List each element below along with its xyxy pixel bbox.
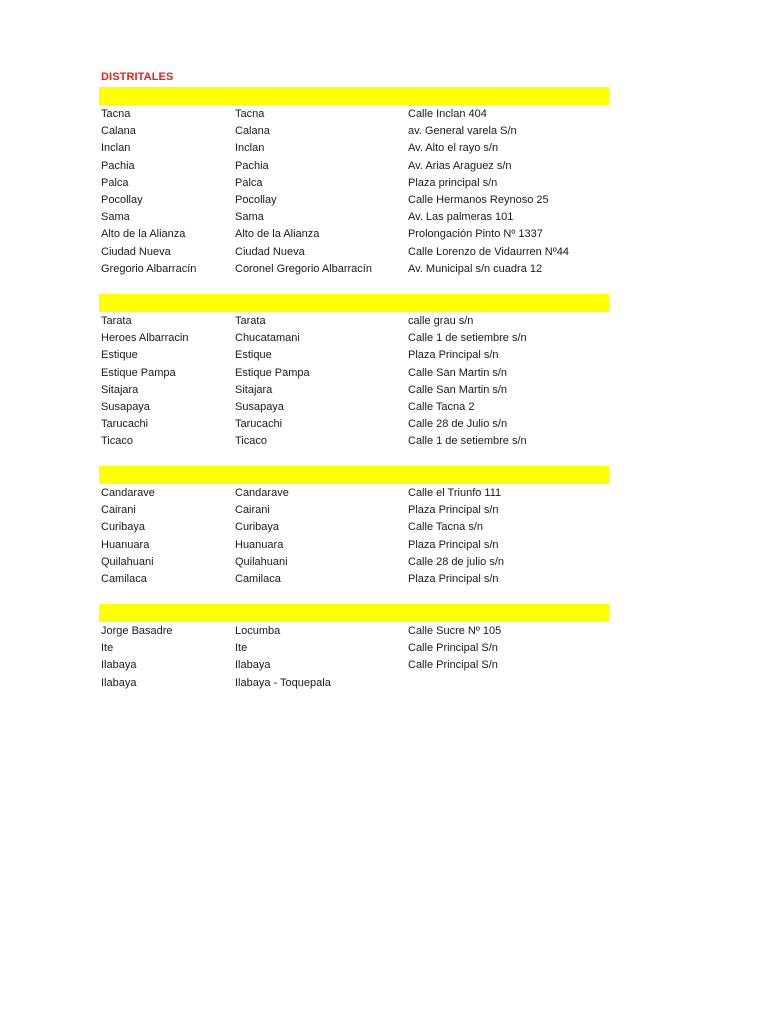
district-name: Tacna <box>101 108 131 120</box>
section-rows <box>99 485 609 588</box>
locality-name: Ilabaya <box>235 659 271 672</box>
district-name: Cairani <box>101 504 136 517</box>
document-title: DISTRITALES <box>101 71 174 83</box>
district-name: Huanuara <box>101 538 150 551</box>
table-row <box>99 485 609 502</box>
table-row <box>99 433 609 450</box>
locality-name: Susapaya <box>235 400 284 413</box>
address: av. General varela S/n <box>408 125 517 138</box>
district-name: Sama <box>101 211 130 224</box>
locality-name: Alto de la Alianza <box>235 228 320 241</box>
district-name: Camilaca <box>101 572 147 585</box>
table-row <box>99 554 609 571</box>
address: Plaza Principal s/n <box>408 349 499 362</box>
address: Calle 28 de Julio s/n <box>408 418 508 431</box>
district-name: Candarave <box>101 487 155 499</box>
district-name: Gregorio Albarracín <box>101 262 197 275</box>
address: Calle 28 de julio s/n <box>408 555 505 568</box>
locality-name: Tarata <box>235 315 266 327</box>
district-name: Ilabaya <box>101 676 137 689</box>
address: Calle Inclan 404 <box>408 108 487 120</box>
district-name: Ticaco <box>101 435 133 448</box>
locality-name: Sitajara <box>235 383 273 396</box>
address: Calle Principal S/n <box>408 642 498 655</box>
section-rows <box>99 623 609 692</box>
address: Av. Alto el rayo s/n <box>408 142 499 155</box>
district-name: Heroes Albarracin <box>101 332 189 345</box>
table-row <box>99 330 609 347</box>
district-name: Palca <box>101 176 129 189</box>
locality-name: Locumba <box>235 625 281 637</box>
table-row <box>99 519 609 536</box>
locality-name: Candarave <box>235 487 289 499</box>
table-row <box>99 158 609 175</box>
table-row <box>99 502 609 519</box>
address: Plaza Principal s/n <box>408 538 499 551</box>
address: calle grau s/n <box>408 315 474 327</box>
address: Plaza principal s/n <box>408 176 498 189</box>
locality-name: Pocollay <box>235 193 277 206</box>
section-header-bar <box>99 604 609 622</box>
section-4 <box>99 604 609 692</box>
district-name: Ite <box>101 642 114 655</box>
table-row <box>99 106 609 123</box>
section-header-bar <box>99 466 609 484</box>
table-row <box>99 123 609 140</box>
section-2 <box>99 294 609 451</box>
district-name: Estique <box>101 349 138 362</box>
locality-name: Estique Pampa <box>235 366 310 379</box>
address: Calle 1 de setiembre s/n <box>408 332 527 345</box>
address: Calle 1 de setiembre s/n <box>408 435 527 448</box>
table-row <box>99 226 609 243</box>
district-name: Tarucachi <box>101 418 149 431</box>
district-name: Tarata <box>101 315 132 327</box>
locality-name: Ite <box>235 642 248 655</box>
section-header-bar <box>99 87 609 105</box>
locality-name: Sama <box>235 211 264 224</box>
locality-name: Estique <box>235 349 272 362</box>
locality-name: Huanuara <box>235 538 284 551</box>
address: Calle Principal S/n <box>408 659 498 672</box>
address: Calle San Martin s/n <box>408 366 508 379</box>
district-name: Inclan <box>101 142 131 155</box>
section-rows <box>99 106 609 278</box>
table-row <box>99 537 609 554</box>
table-row <box>99 244 609 261</box>
table-row <box>99 399 609 416</box>
table-row <box>99 175 609 192</box>
table-row <box>99 347 609 364</box>
address: Calle Tacna s/n <box>408 521 484 534</box>
address: Calle Lorenzo de Vidaurren Nº44 <box>408 245 569 258</box>
address: Calle Sucre Nº 105 <box>408 625 502 637</box>
district-name: Curibaya <box>101 521 146 534</box>
address: Plaza Principal s/n <box>408 504 499 517</box>
section-rows <box>99 313 609 451</box>
locality-name: Palca <box>235 176 263 189</box>
table-row <box>99 571 609 588</box>
address: Prolongación Pinto Nº 1337 <box>408 228 543 241</box>
district-name: Susapaya <box>101 400 150 413</box>
table-row <box>99 261 609 278</box>
address: Av. Municipal s/n cuadra 12 <box>408 262 543 275</box>
table-row <box>99 640 609 657</box>
address: Plaza Principal s/n <box>408 572 499 585</box>
table-row <box>99 192 609 209</box>
table-row <box>99 675 609 692</box>
locality-name: Cairani <box>235 504 270 517</box>
locality-name: Camilaca <box>235 572 281 585</box>
locality-name: Tarucachi <box>235 418 283 431</box>
locality-name: Calana <box>235 125 270 138</box>
locality-name: Ciudad Nueva <box>235 245 305 258</box>
address: Calle San Martin s/n <box>408 383 508 396</box>
locality-name: Curibaya <box>235 521 280 534</box>
address: Calle Hermanos Reynoso 25 <box>408 193 549 206</box>
section-1 <box>99 87 609 278</box>
locality-name: Chucatamani <box>235 332 300 345</box>
table-row <box>99 657 609 674</box>
district-name: Pocollay <box>101 193 143 206</box>
locality-name: Ilabaya - Toquepala <box>235 676 331 689</box>
table-row <box>99 209 609 226</box>
locality-name: Coronel Gregorio Albarracín <box>235 262 372 275</box>
locality-name: Inclan <box>235 142 265 155</box>
district-name: Estique Pampa <box>101 366 176 379</box>
locality-name: Ticaco <box>235 435 267 448</box>
address: Calle Tacna 2 <box>408 400 475 413</box>
table-row <box>99 382 609 399</box>
table-row <box>99 140 609 157</box>
section-header-bar <box>99 294 609 312</box>
district-name: Quilahuani <box>101 555 154 568</box>
district-name: Ilabaya <box>101 659 137 672</box>
table-row <box>99 313 609 330</box>
district-name: Alto de la Alianza <box>101 228 186 241</box>
locality-name: Pachia <box>235 159 269 172</box>
district-name: Jorge Basadre <box>101 625 173 637</box>
locality-name: Quilahuani <box>235 555 288 568</box>
district-name: Ciudad Nueva <box>101 245 171 258</box>
table-row <box>99 365 609 382</box>
district-name: Calana <box>101 125 136 138</box>
address: Av. Arias Araguez s/n <box>408 159 512 172</box>
district-name: Pachia <box>101 159 135 172</box>
address: Calle el Triunfo 111 <box>408 487 502 499</box>
section-3 <box>99 466 609 588</box>
table-row <box>99 623 609 640</box>
table-row <box>99 416 609 433</box>
locality-name: Tacna <box>235 108 265 120</box>
district-name: Sitajara <box>101 383 139 396</box>
address: Av. Las palmeras 101 <box>408 211 514 224</box>
